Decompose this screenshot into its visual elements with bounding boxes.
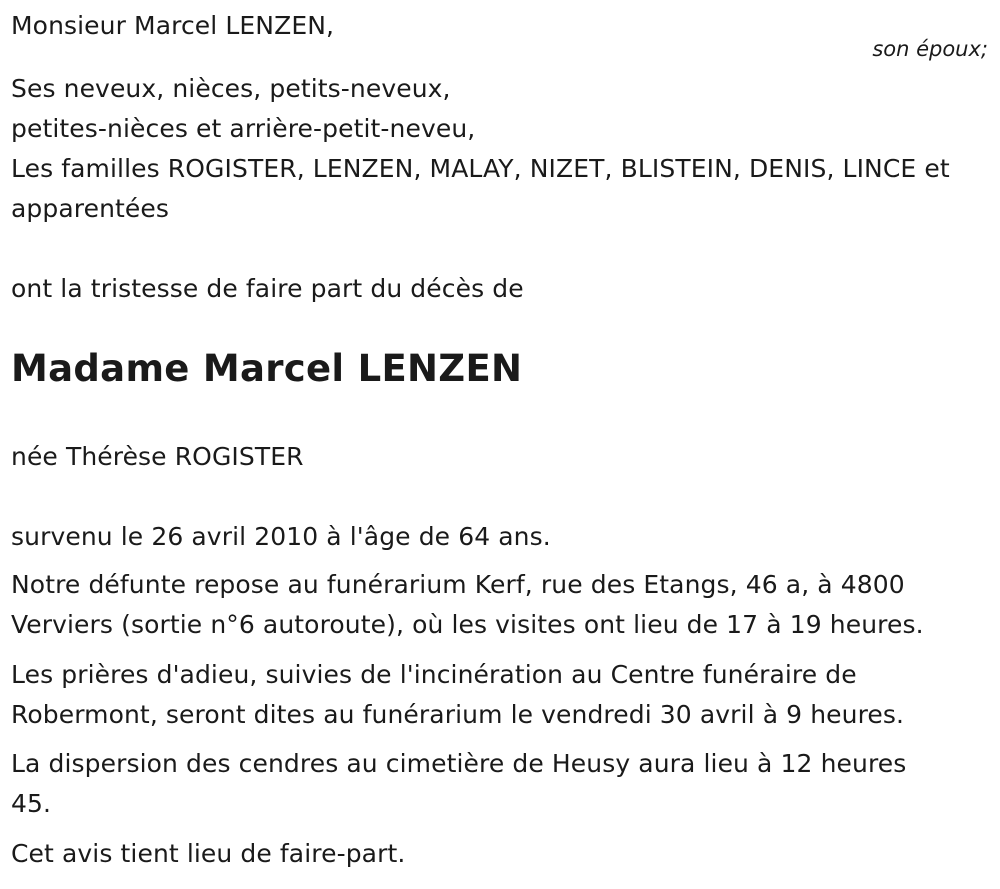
closing-text: Cet avis tient lieu de faire-part. [11,839,406,868]
families-line-1: Les familles ROGISTER, LENZEN, MALAY, NIZET, BLISTEIN, DENIS, LINCE et [11,154,950,183]
prayers-line-1: Les prières d'adieu, suivies de l'incinération au Centre funéraire de [11,660,857,689]
death-info: survenu le 26 avril 2010 à l'âge de 64 ans. [11,522,551,551]
repose-line-1: Notre défunte repose au funérarium Kerf, rue des Etangs, 46 a, à 4800 [11,570,905,599]
prayers-line-2: Robermont, seront dites au funérarium le vendredi 30 avril à 9 heures. [11,700,905,729]
deceased-name: Madame Marcel LENZEN [11,347,523,390]
spouse-line: Monsieur Marcel LENZEN, [11,11,335,40]
families-line-2: apparentées [11,194,170,223]
relatives-line-2: petites-nièces et arrière-petit-neveu, [11,114,476,143]
dispersion-line-1: La dispersion des cendres au cimetière de Heusy aura lieu à 12 heures [11,749,907,778]
spouse-role: son époux; [872,37,988,61]
dispersion-line-2: 45. [11,789,52,818]
maiden-name: née Thérèse ROGISTER [11,442,304,471]
relatives-line-1: Ses neveux, nièces, petits-neveux, [11,74,451,103]
repose-line-2: Verviers (sortie n°6 autoroute), où les visites ont lieu de 17 à 19 heures. [11,610,924,639]
announcement-text: ont la tristesse de faire part du décès de [11,274,524,303]
